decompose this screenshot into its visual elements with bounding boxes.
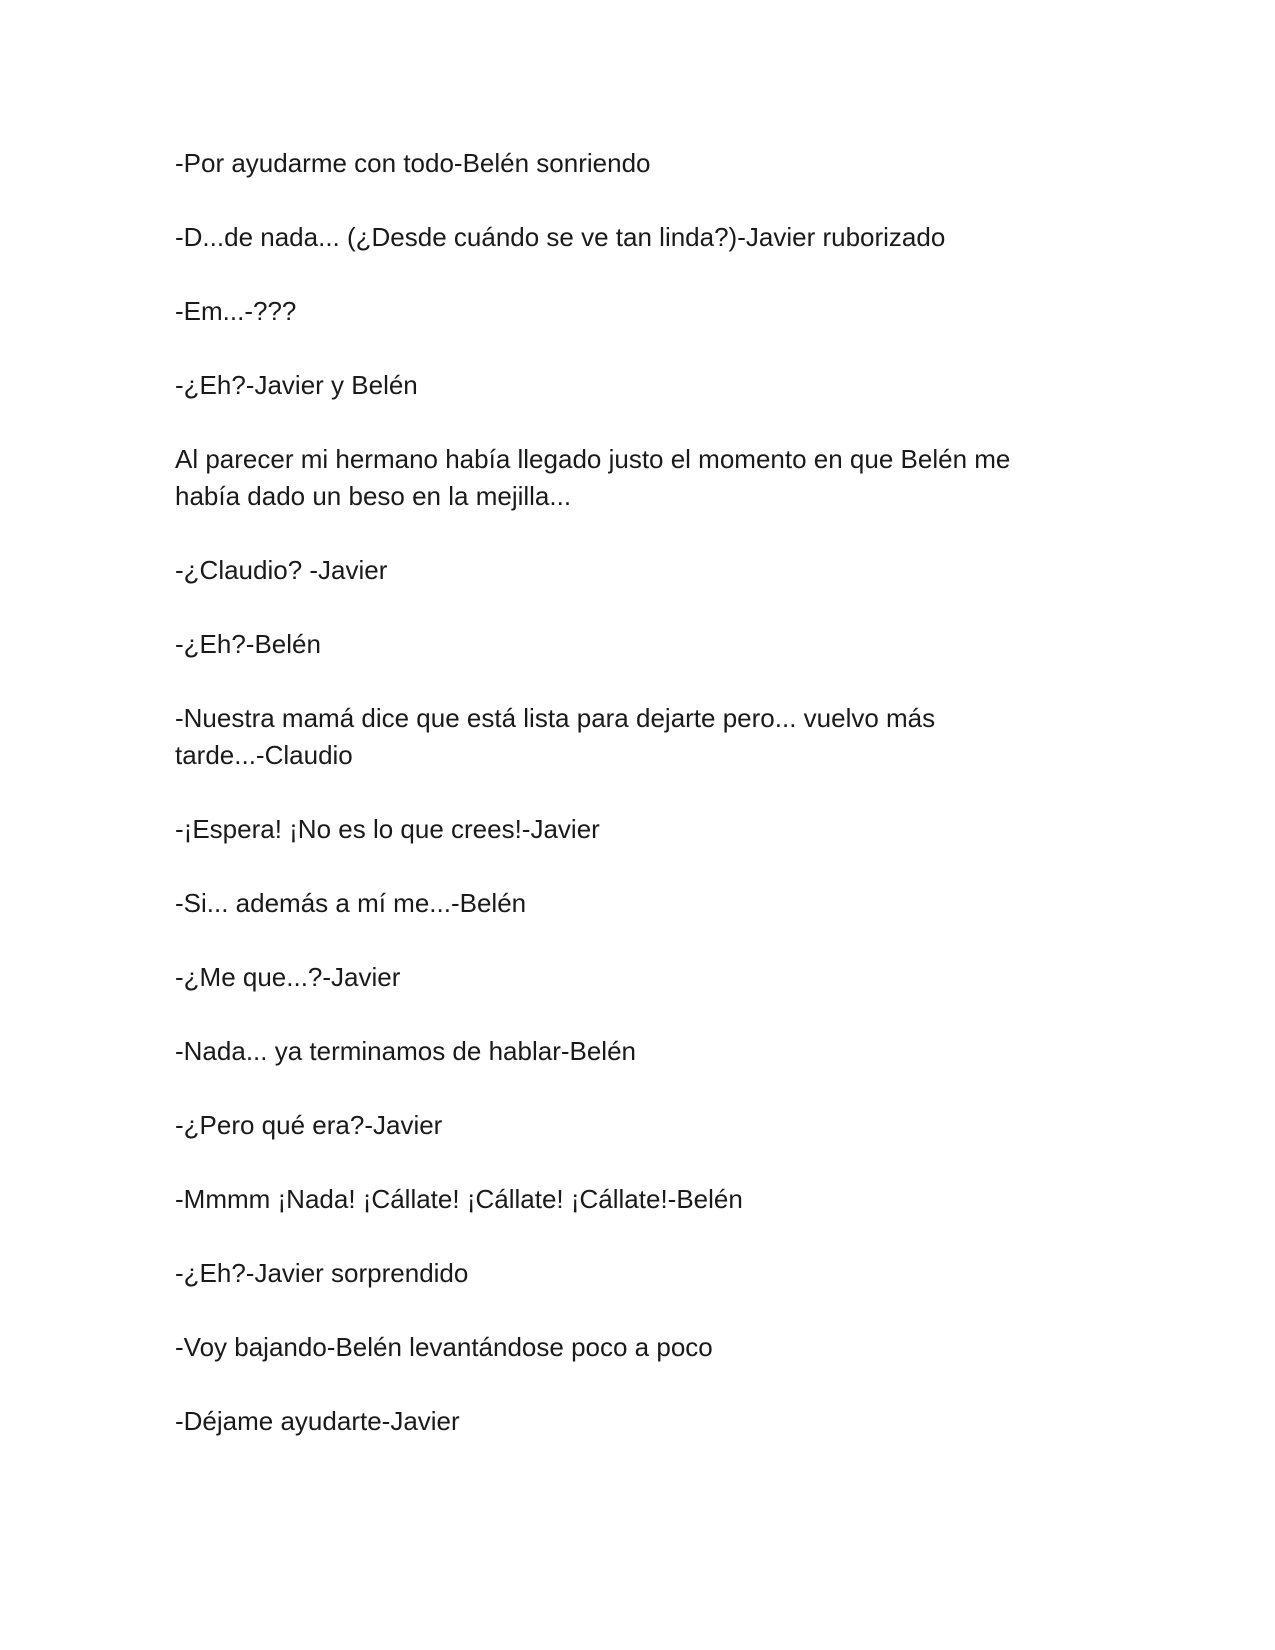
paragraph: -Nada... ya terminamos de hablar-Belén [175,1036,637,1066]
paragraph: -¿Eh?-Javier sorprendido [175,1258,469,1288]
paragraph: -D...de nada... (¿Desde cuándo se ve tan linda?)-Javier ruborizado [175,222,946,252]
paragraph: -Em...-??? [175,296,297,326]
paragraph: -¡Espera! ¡No es lo que crees!-Javier [175,814,600,844]
paragraph: -¿Eh?-Belén [175,629,321,659]
paragraph: -Mmmm ¡Nada! ¡Cállate! ¡Cállate! ¡Cállate!-Belén [175,1184,743,1214]
paragraph: -¿Pero qué era?-Javier [175,1110,443,1140]
paragraph: -Déjame ayudarte-Javier [175,1406,460,1436]
paragraph: -Nuestra mamá dice que está lista para dejarte pero... vuelvo más tarde...-Claudio [175,703,936,770]
paragraph: -Voy bajando-Belén levantándose poco a poco [175,1332,713,1362]
paragraph: -Si... además a mí me...-Belén [175,888,527,918]
paragraph: -¿Eh?-Javier y Belén [175,370,418,400]
document-body [175,145,1095,1477]
paragraph: Al parecer mi hermano había llegado justo el momento en que Belén me había dado un beso en la mejilla... [175,444,1011,511]
paragraph: -¿Claudio? -Javier [175,555,388,585]
paragraph: -Por ayudarme con todo-Belén sonriendo [175,148,651,178]
paragraph: -¿Me que...?-Javier [175,962,401,992]
